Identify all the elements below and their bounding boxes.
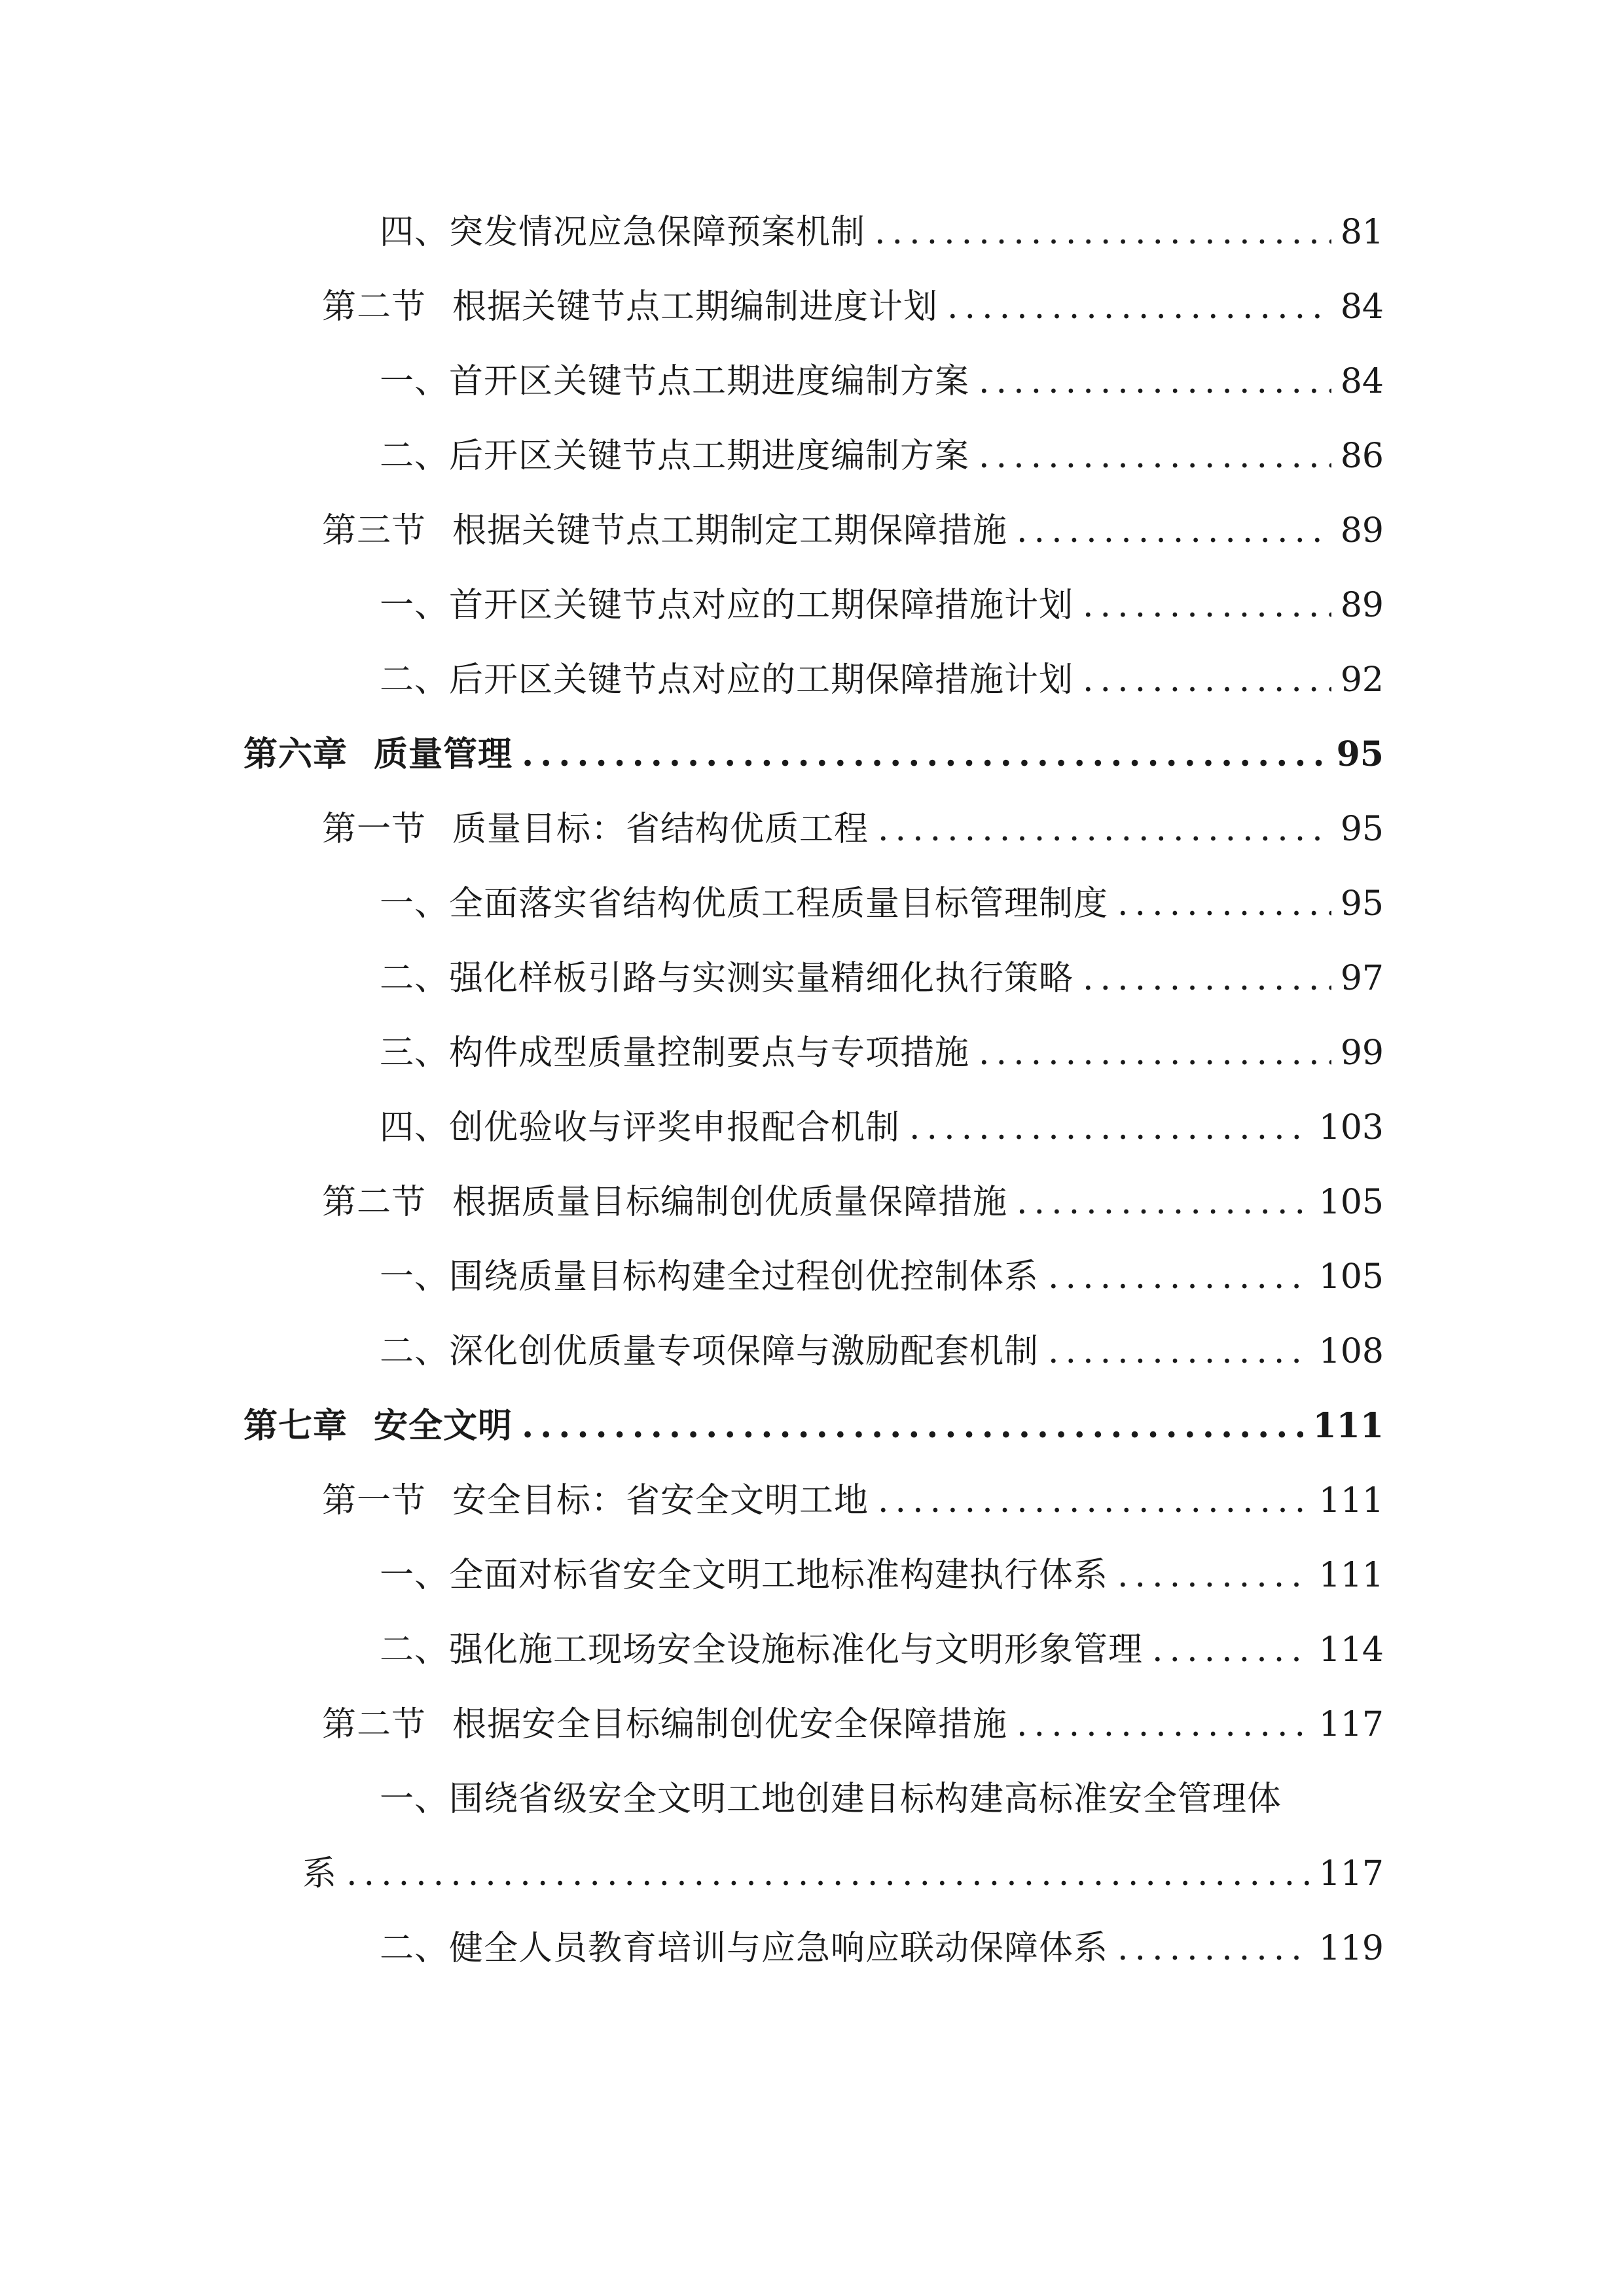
toc-entry: [322, 279, 1384, 328]
toc-entry: [380, 950, 1384, 999]
toc-dot-leader: [947, 287, 1331, 327]
toc-entry-title: [322, 1174, 1007, 1223]
toc-entry-title: [322, 279, 938, 328]
toc-subsection[interactable]: [0, 863, 1624, 937]
toc-entry: [380, 1771, 1384, 1820]
toc-entry-text: 根据安全目标编制创优安全保障措施: [452, 1704, 1008, 1744]
toc-dot-leader: [1083, 586, 1331, 625]
toc-dot-leader: [1083, 959, 1331, 998]
toc-subsection[interactable]: [0, 639, 1624, 713]
toc-entry-title: 一、首开区关键节点对应的工期保障措施计划: [380, 585, 1074, 625]
toc-subsection[interactable]: [0, 564, 1624, 639]
toc-entry: [322, 1473, 1384, 1522]
toc-page-number: 108: [1318, 1331, 1384, 1371]
toc-entry-title: [322, 1696, 1007, 1746]
toc-dot-leader: [1017, 1705, 1310, 1744]
toc-entry: [322, 1174, 1384, 1223]
toc-dot-leader: [875, 213, 1331, 252]
toc-entry-title: [322, 1473, 869, 1522]
toc-entry: [322, 503, 1384, 552]
toc-page-number: 105: [1318, 1257, 1384, 1297]
toc-entry-title: [322, 801, 869, 850]
toc-dot-leader: [979, 362, 1331, 401]
toc-section[interactable]: [0, 788, 1624, 863]
toc-dot-leader: [878, 810, 1331, 849]
toc-entry-text: 安全文明: [374, 1405, 513, 1446]
toc-entry-text: 根据关键节点工期编制进度计划: [452, 287, 939, 327]
toc-page-number: 95: [1336, 734, 1384, 774]
toc-section[interactable]: [0, 1683, 1624, 1758]
toc-dot-leader: [522, 734, 1327, 774]
toc-page-number: 95: [1340, 809, 1384, 849]
toc-entry-prefix: 第三节: [322, 511, 427, 550]
toc-entry-prefix: 第一节: [322, 809, 427, 849]
toc-dot-leader: [1152, 1630, 1310, 1670]
toc-entry-prefix: 第一节: [322, 1480, 427, 1520]
toc-entry-title: 四、创优验收与评奖申报配合机制: [380, 1107, 901, 1147]
toc-dot-leader: [522, 1406, 1303, 1446]
toc-dot-leader: [1083, 660, 1331, 700]
toc-dot-leader: [1117, 1556, 1310, 1595]
toc-entry-title: [244, 1398, 513, 1447]
toc-entry: [380, 652, 1384, 701]
toc-page-number: 119: [1318, 1928, 1384, 1968]
toc-dot-leader: [346, 1854, 1310, 1893]
toc-entry: [380, 1025, 1384, 1074]
toc-chapter[interactable]: [0, 713, 1624, 788]
toc-entry-title: 四、突发情况应急保障预案机制: [380, 212, 866, 252]
toc-entry-title: 二、强化样板引路与实测实量精细化执行策略: [380, 958, 1074, 998]
toc-entry-title: 一、全面落实省结构优质工程质量目标管理制度: [380, 884, 1109, 924]
toc-entry-text: 质量管理: [374, 734, 513, 774]
toc-dot-leader: [979, 437, 1331, 476]
toc-entry-prefix: 第二节: [322, 1704, 427, 1744]
toc-page-number: 95: [1340, 884, 1384, 924]
toc-entry-title: 三、构件成型质量控制要点与专项措施: [380, 1033, 970, 1073]
toc-entry: [244, 726, 1384, 776]
toc-entry-title: 一、围绕质量目标构建全过程创优控制体系: [380, 1257, 1039, 1297]
toc-entry: [322, 801, 1384, 850]
toc-entry: [302, 1846, 1384, 1895]
toc-chapter[interactable]: [0, 1385, 1624, 1460]
toc-dot-leader: [909, 1108, 1310, 1147]
toc-entry-prefix: 第二节: [322, 1182, 427, 1222]
toc-entry-title: 一、首开区关键节点工期进度编制方案: [380, 361, 970, 401]
toc-entry-title: 二、后开区关键节点工期进度编制方案: [380, 436, 970, 476]
toc-entry-title: 一、围绕省级安全文明工地创建目标构建高标准安全管理体: [380, 1779, 1282, 1819]
toc-subsection[interactable]: [0, 1758, 1624, 1833]
toc-entry-text: 安全目标：省安全文明工地: [452, 1480, 869, 1520]
toc-dot-leader: [1048, 1332, 1310, 1371]
toc-entry-title: [322, 503, 1007, 552]
toc-page-number: 103: [1318, 1107, 1384, 1147]
toc-subsection[interactable]: [0, 937, 1624, 1012]
toc-subsection[interactable]: [0, 1012, 1624, 1086]
toc-dot-leader: [878, 1481, 1310, 1520]
toc-dot-leader: [1048, 1257, 1310, 1297]
toc-page-number: 97: [1340, 958, 1384, 998]
toc-dot-leader: [1017, 1183, 1310, 1222]
toc-entry: [380, 1920, 1384, 1969]
table-of-contents: [0, 191, 1624, 1982]
toc-entry-text: 根据关键节点工期制定工期保障措施: [452, 511, 1008, 550]
toc-page-number: 89: [1340, 511, 1384, 550]
toc-page-number: 99: [1340, 1033, 1384, 1073]
toc-entry-prefix: 第六章: [244, 734, 348, 774]
toc-page-number: 117: [1318, 1854, 1384, 1893]
toc-entry-title: 系: [302, 1854, 338, 1893]
toc-section[interactable]: [0, 266, 1624, 340]
toc-subsection[interactable]: [0, 340, 1624, 415]
toc-entry-title: 二、强化施工现场安全设施标准化与文明形象管理: [380, 1630, 1144, 1670]
toc-dot-leader: [1117, 1929, 1310, 1968]
toc-subsection[interactable]: [0, 1310, 1624, 1385]
toc-entry: [380, 353, 1384, 403]
toc-dot-leader: [1017, 511, 1331, 550]
toc-page-number: 117: [1318, 1704, 1384, 1744]
toc-page-number: 81: [1340, 212, 1384, 252]
toc-entry: [380, 1100, 1384, 1149]
toc-subsection[interactable]: [0, 1833, 1624, 1907]
toc-subsection[interactable]: [0, 415, 1624, 490]
toc-subsection[interactable]: [0, 191, 1624, 266]
toc-subsection[interactable]: [0, 1534, 1624, 1609]
toc-entry-prefix: 第七章: [244, 1405, 348, 1446]
toc-dot-leader: [1117, 884, 1331, 924]
toc-page-number: 92: [1340, 660, 1384, 700]
toc-page-number: 84: [1340, 361, 1384, 401]
toc-entry: [322, 1696, 1384, 1746]
toc-entry-title: 一、全面对标省安全文明工地标准构建执行体系: [380, 1555, 1109, 1595]
toc-entry-prefix: 第二节: [322, 287, 427, 327]
toc-subsection[interactable]: [0, 1907, 1624, 1982]
toc-entry: [380, 577, 1384, 626]
toc-page-number: 84: [1340, 287, 1384, 327]
toc-section[interactable]: [0, 1161, 1624, 1236]
toc-entry: [380, 1323, 1384, 1372]
toc-page-number: 89: [1340, 585, 1384, 625]
toc-entry: [380, 1547, 1384, 1596]
toc-page-number: 114: [1318, 1630, 1384, 1670]
toc-entry-text: 质量目标：省结构优质工程: [452, 809, 869, 849]
toc-entry-text: 根据质量目标编制创优质量保障措施: [452, 1182, 1008, 1222]
toc-subsection[interactable]: [0, 1086, 1624, 1161]
toc-section[interactable]: [0, 490, 1624, 564]
toc-entry: [244, 1398, 1384, 1447]
toc-entry-title: 二、后开区关键节点对应的工期保障措施计划: [380, 660, 1074, 700]
toc-page-number: 105: [1318, 1182, 1384, 1222]
toc-subsection[interactable]: [0, 1609, 1624, 1683]
toc-page-number: 111: [1318, 1555, 1384, 1595]
toc-dot-leader: [979, 1033, 1331, 1073]
toc-entry-title: 二、深化创优质量专项保障与激励配套机制: [380, 1331, 1039, 1371]
toc-entry: [380, 876, 1384, 925]
toc-entry-title: [244, 726, 513, 776]
toc-entry-title: 二、健全人员教育培训与应急响应联动保障体系: [380, 1928, 1109, 1968]
toc-entry: [380, 204, 1384, 253]
toc-page-number: 111: [1312, 1405, 1384, 1446]
toc-subsection[interactable]: [0, 1236, 1624, 1310]
toc-section[interactable]: [0, 1460, 1624, 1534]
toc-entry: [380, 1249, 1384, 1298]
toc-entry: [380, 428, 1384, 477]
toc-page-number: 111: [1318, 1480, 1384, 1520]
toc-page-number: 86: [1340, 436, 1384, 476]
toc-entry: [380, 1622, 1384, 1671]
